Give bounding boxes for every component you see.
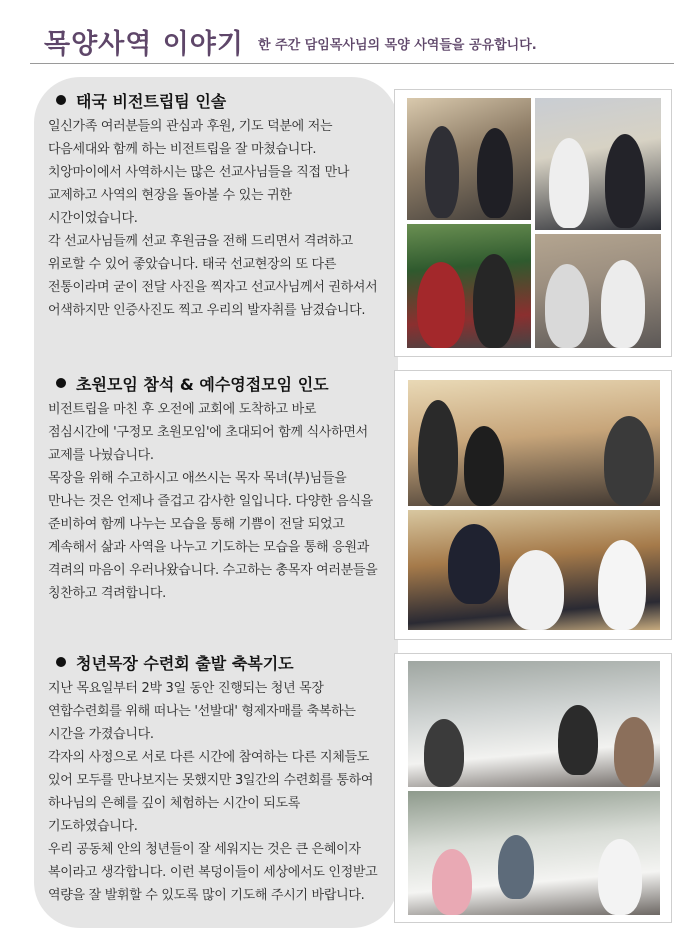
photo-chowon-lunch xyxy=(408,380,660,506)
section-title xyxy=(48,371,378,395)
section-body xyxy=(48,398,378,605)
photo-collage-youth xyxy=(394,653,672,923)
section-youth-retreat-blessing xyxy=(48,650,378,907)
section-chowon-meeting xyxy=(48,371,378,605)
section-thailand-vision-trip xyxy=(48,88,378,322)
page-title: 목양사역 이야기 xyxy=(44,29,244,60)
paragraph: 일신가족 여러분들의 관심과 후원, 기도 덕분에 저는 다음세대와 함께 하는 비전트립을 잘 마쳤습니다. 치앙마이에서 사역하시는 많은 선교사님들을 직접 만나 교제하고 사역의 현장을 돌아볼 수 있는 귀한 시간이었습니다. xyxy=(48,119,350,226)
section-body xyxy=(48,677,378,907)
photo-collage-chowon xyxy=(394,370,672,640)
photo-missionary-3 xyxy=(407,224,531,348)
section-title xyxy=(48,88,378,112)
header-divider xyxy=(30,63,674,64)
page-subtitle: 한 주간 담임목사님의 목양 사역들을 공유합니다. xyxy=(258,38,537,53)
photo-collage-thailand xyxy=(394,89,672,357)
page-header xyxy=(30,22,670,66)
paragraph: 목장을 위해 수고하시고 애쓰시는 목자 목녀(부)님들을 만나는 것은 언제나 즐겁고 감사한 일입니다. 다양한 음식을 준비하여 함께 나누는 모습을 통해 기쁨이 전달 되었고 계속해서 삶과 사역을 나누고 기도하는 모습을 통해 응원과 격려의 마음이 우러나왔습니다. 수고하는 총목자 여러분들을 칭찬하고 격려합니다. xyxy=(48,471,378,601)
photo-missionary-4 xyxy=(535,234,661,348)
paragraph: 각자의 사정으로 서로 다른 시간에 참여하는 다른 지체들도 있어 모두를 만나보지는 못했지만 3일간의 수련회를 통하여 하나님의 은혜를 깊이 체험하는 시간이 되도록 기도하였습니다. xyxy=(48,750,374,834)
bullet-icon xyxy=(56,95,66,105)
photo-youth-blessing-1 xyxy=(408,661,660,787)
section-title xyxy=(48,650,378,674)
section-title-text: 청년목장 수련회 출발 축복기도 xyxy=(76,653,294,673)
paragraph: 지난 목요일부터 2박 3일 동안 진행되는 청년 목장 연합수련회를 위해 떠나는 '선발대' 형제자매를 축복하는 시간을 가졌습니다. xyxy=(48,681,356,742)
photo-youth-blessing-2 xyxy=(408,791,660,915)
section-body xyxy=(48,115,378,322)
paragraph: 각 선교사님들께 선교 후원금을 전해 드리면서 격려하고 위로할 수 있어 좋았습니다. 태국 선교현장의 또 다른 전통이라며 굳이 전달 사진을 찍자고 선교사님께서 권하셔서 어색하지만 인증사진도 찍고 우리의 발자취를 남겼습니다. xyxy=(48,234,378,318)
bullet-icon xyxy=(56,378,66,388)
photo-missionary-1 xyxy=(407,98,531,220)
section-title-text: 태국 비전트립팀 인솔 xyxy=(76,91,227,111)
bullet-icon xyxy=(56,657,66,667)
photo-chowon-meeting xyxy=(408,510,660,630)
photo-missionary-2 xyxy=(535,98,661,230)
paragraph: 비전트립을 마친 후 오전에 교회에 도착하고 바로 점심시간에 '구정모 초원모임'에 초대되어 함께 식사하면서 교제를 나눴습니다. xyxy=(48,402,368,463)
section-title-text: 초원모임 참석 & 예수영접모임 인도 xyxy=(76,374,329,394)
paragraph: 우리 공동체 안의 청년들이 잘 세워지는 것은 큰 은혜이자 복이라고 생각합니다. 이런 복덩이들이 세상에서도 인정받고 역량을 잘 발휘할 수 있도록 많이 기도해 주시기 바랍니다. xyxy=(48,842,378,903)
